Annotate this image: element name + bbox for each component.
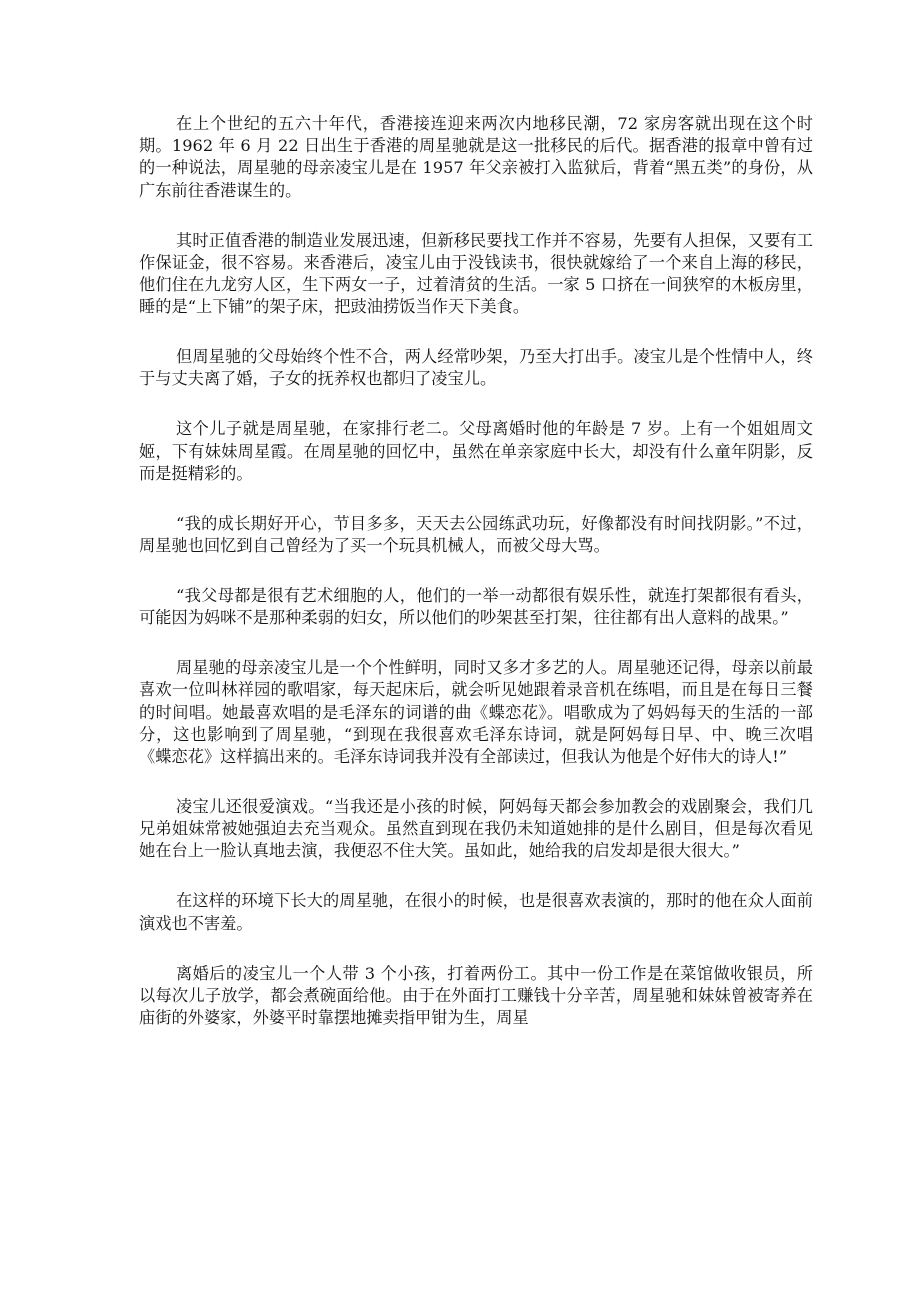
paragraph-1: 在上个世纪的五六十年代，香港接连迎来两次内地移民潮，72 家房客就出现在这个时期。1962 年 6 月 22 日出生于香港的周星驰就是这一批移民的后代。据香港的报章中曾有过的一种说法，周星驰的母亲凌宝儿是在 1957 年父亲被打入监狱后，背着“黑五类”的身份，从广东前往香港谋生的。 [139,114,813,200]
paragraph-2: 其时正值香港的制造业发展迅速，但新移民要找工作并不容易，先要有人担保，又要有工作保证金，很不容易。来香港后，凌宝儿由于没钱读书，很快就嫁给了一个来自上海的移民，他们住在九龙穷人区，生下两女一子，过着清贫的生活。一家 5 口挤在一间狭窄的木板房里，睡的是“上下铺”的架子床，把豉油捞饭当作天下美食。 [139,230,813,317]
paragraph-4: 这个儿子就是周星驰，在家排行老二。父母离婚时他的年龄是 7 岁。上有一个姐姐周文姬，下有妹妹周星霞。在周星驰的回忆中，虽然在单亲家庭中长大，却没有什么童年阴影，反而是挺精彩的。 [139,419,813,483]
paragraph-7: 周星驰的母亲凌宝儿是一个个性鲜明，同时又多才多艺的人。周星驰还记得，母亲以前最喜欢一位叫林祥园的歌唱家，每天起床后，就会听见她跟着录音机在练唱，而且是在每日三餐的时间唱。她最喜欢唱的是毛泽东的词谱的曲《蝶恋花》。唱歌成为了妈妈每天的生活的一部分，这也影响到了周星驰，“到现在我很喜欢毛泽东诗词，就是阿妈每日早、中、晚三次唱《蝶恋花》这样搞出来的。毛泽东诗词我并没有全部读过，但我认为他是个好伟大的诗人!” [139,658,813,767]
paragraph-10: 离婚后的凌宝儿一个人带 3 个小孩，打着两份工。其中一份工作是在菜馆做收银员，所以每次儿子放学，都会煮碗面给他。由于在外面打工赚钱十分辛苦，周星驰和妹妹曾被寄养在庙街的外婆家，外婆平时靠摆地摊卖指甲钳为生，周星 [139,963,813,1028]
paragraph-9: 在这样的环境下长大的周星驰，在很小的时候，也是很喜欢表演的，那时的他在众人面前演戏也不害羞。 [139,891,813,933]
paragraph-8: 凌宝儿还很爱演戏。“当我还是小孩的时候，阿妈每天都会参加教会的戏剧聚会，我们几兄弟姐妹常被她强迫去充当观众。虽然直到现在我仍未知道她排的是什么剧目，但是每次看见她在台上一脸认真地去演，我便忍不住大笑。虽如此，她给我的启发却是很大很大。” [139,797,813,861]
paragraph-6: “我父母都是很有艺术细胞的人，他们的一举一动都很有娱乐性，就连打架都很有看头，可能因为妈咪不是那种柔弱的妇女，所以他们的吵架甚至打架，往往都有出人意料的战果。” [139,586,813,628]
document-page [139,113,813,1057]
paragraph-5: “我的成长期好开心，节目多多，天天去公园练武功玩，好像都没有时间找阴影。”不过，周星驰也回忆到自己曾经为了买一个玩具机械人，而被父母大骂。 [139,513,813,556]
paragraph-3: 但周星驰的父母始终个性不合，两人经常吵架，乃至大打出手。凌宝儿是个性情中人，终于与丈夫离了婚，子女的抚养权也都归了凌宝儿。 [139,347,813,389]
